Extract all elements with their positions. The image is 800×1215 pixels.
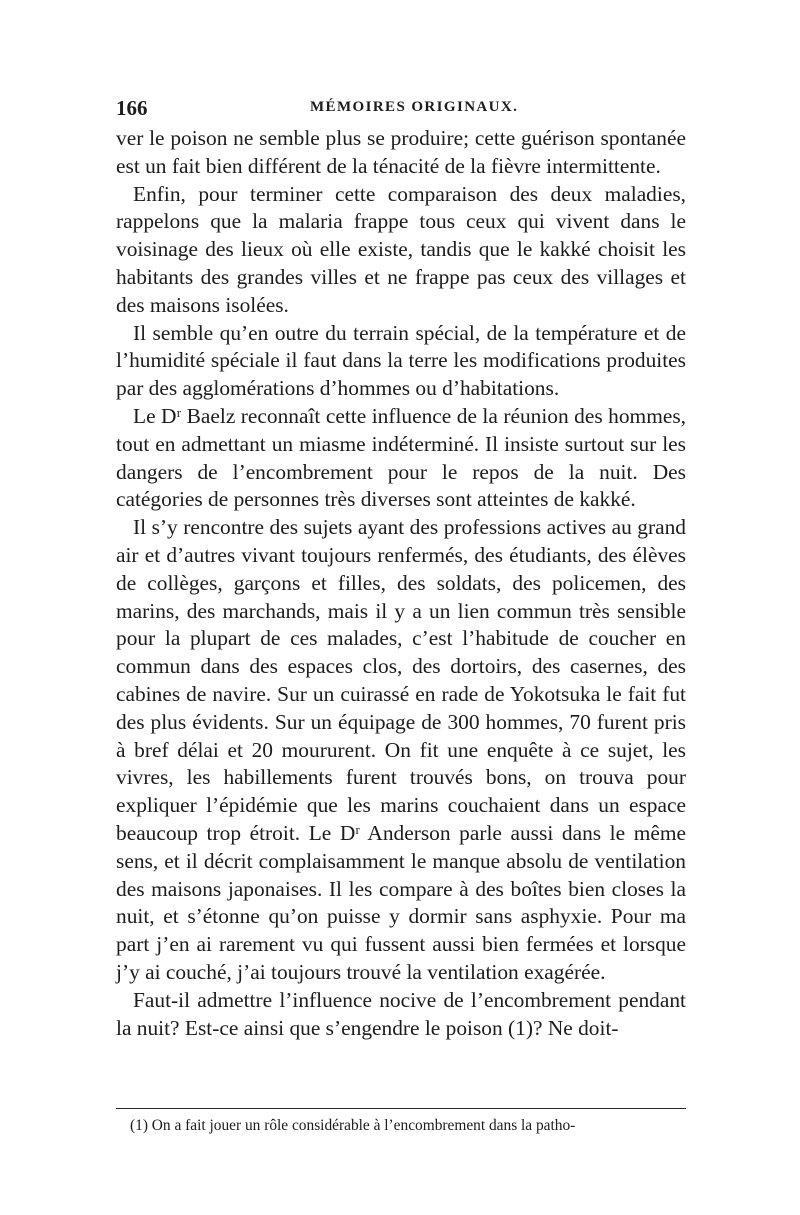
running-title: MÉMOIRES ORIGINAUX. xyxy=(310,99,519,115)
paragraph: Enfin, pour terminer cette comparaison des deux maladies, rappelons que la malaria frappe tous ceux qui vivent dans le voisinage des lieux où elle existe, tandis que le kakké choisit les habitants des grandes villes et ne frappe pas ceux des villages et des maisons isolées. xyxy=(116,181,686,317)
paragraph: Le Dʳ Baelz reconnaît cette influence de la réunion des hommes, tout en admettant un miasme indéterminé. Il insiste surtout sur les dangers de l’encombrement pour le repos de la nuit. Des catégories de personnes très diverses sont atteintes de kakké. xyxy=(116,403,686,512)
paragraph: ver le poison ne semble plus se produire; cette guérison spontanée est un fait bien différent de la ténacité de la fièvre intermittente. xyxy=(116,126,686,178)
paragraph: Il semble qu’en outre du terrain spécial, de la température et de l’humidité spéciale il faut dans la terre les modifications produites par des agglomérations d’hommes ou d’habitations. xyxy=(116,320,686,401)
page-number: 166 xyxy=(116,96,148,120)
footnote: (1) On a fait jouer un rôle considérable à l’encombrement dans la patho- xyxy=(130,1117,576,1134)
footnote-separator xyxy=(116,1108,686,1109)
page-header xyxy=(116,96,686,118)
paragraph: Il s’y rencontre des sujets ayant des professions actives au grand air et d’autres vivant toujours renfermés, des étudiants, des élèves de collèges, garçons et filles, des soldats, des policemen, des marins, des marchands, mais il y a un lien commun très sensible pour la plupart de ces malades, c’est l’habitude de coucher en commun dans des espaces clos, des dortoirs, des casernes, des cabines de navire. Sur un cuirassé en rade de Yokotsuka le fait fut des plus évidents. Sur un équipage de 300 hommes, 70 furent pris à bref délai et 20 moururent. On fit une enquête à ce sujet, les vivres, les habillements furent trouvés bons, on trouva pour expliquer l’épidémie que les marins couchaient dans un espace beaucoup trop étroit. Le Dʳ Anderson parle aussi dans le même sens, et il décrit complaisamment le manque absolu de ventilation des maisons japonaises. Il les compare à des boîtes bien closes la nuit, et s’étonne qu’on puisse y dormir sans asphyxie. Pour ma part j’en ai rarement vu qui fussent aussi bien fermées et lorsque j’y ai couché, j’ai toujours trouvé la ventilation exagérée. xyxy=(116,515,686,984)
paragraph: Faut-il admettre l’influence nocive de l’encombrement pendant la nuit? Est-ce ainsi que s’engendre le poison (1)? Ne doit- xyxy=(116,987,686,1040)
body-text xyxy=(116,125,686,1042)
